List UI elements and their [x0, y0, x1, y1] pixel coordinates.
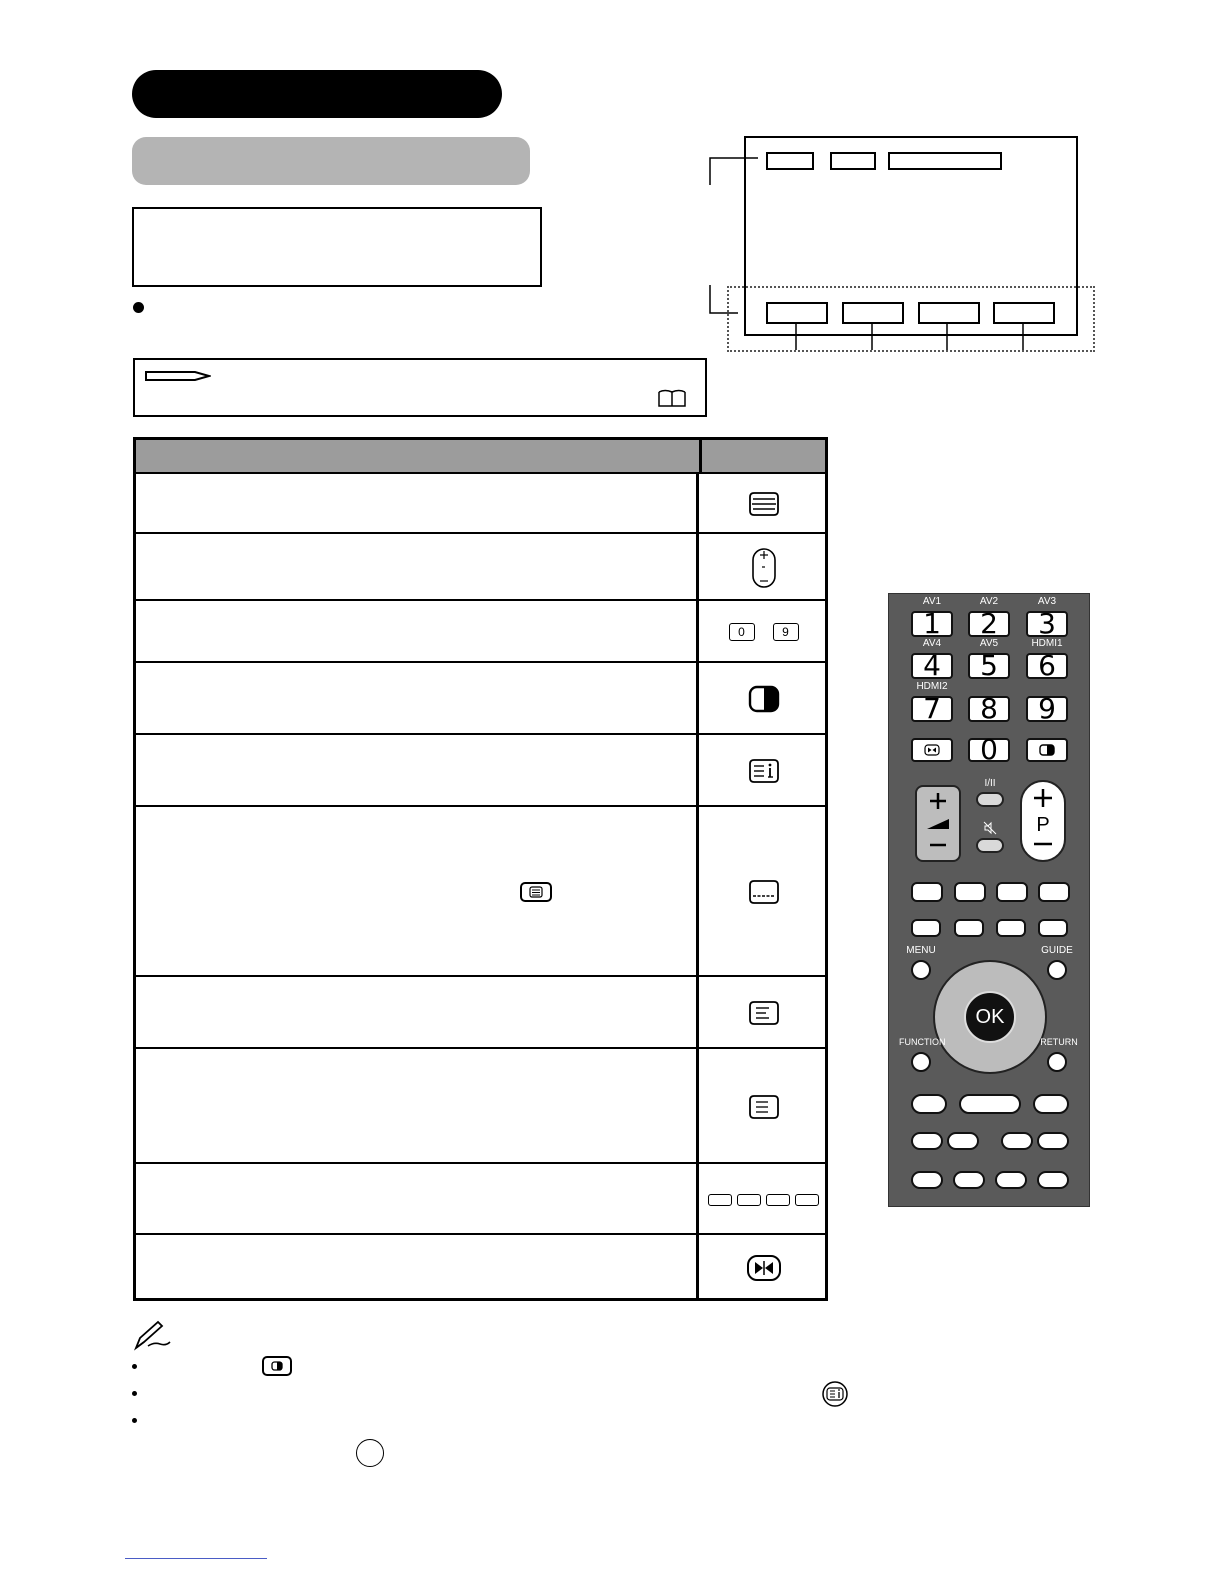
page-number-box	[766, 152, 814, 170]
teletext-icon	[747, 490, 781, 518]
remote-rewind-key[interactable]	[911, 1132, 943, 1150]
digit-key-label: AV3	[1037, 596, 1057, 607]
row-description	[136, 663, 699, 735]
row-key	[702, 663, 825, 735]
digit-label: 6	[1038, 649, 1056, 682]
row-key	[702, 1164, 825, 1235]
digit-key-label: AV2	[979, 596, 999, 607]
pen-note-icon	[132, 1320, 172, 1352]
remote-forward-key[interactable]	[947, 1132, 979, 1150]
section-title-bar	[132, 70, 502, 118]
table-row	[136, 472, 825, 534]
remote-aspect-key[interactable]	[995, 1171, 1027, 1189]
remote-subtitle-key[interactable]	[996, 919, 1026, 937]
digit-key-zero-icon: 0	[729, 623, 755, 641]
fastext-dotted-region	[727, 286, 1095, 352]
remote-audio-key[interactable]	[976, 792, 1004, 807]
remote-digit-1[interactable]	[911, 607, 953, 640]
return-label: RETURN	[1040, 1037, 1078, 1047]
remote-mix-key[interactable]	[1026, 738, 1068, 762]
menu-label: MENU	[906, 945, 936, 956]
digit-key-label: AV5	[979, 638, 999, 649]
remote-green-key[interactable]	[954, 882, 986, 902]
remote-previous-key[interactable]	[1001, 1132, 1033, 1150]
subpage-box	[830, 152, 876, 170]
remote-camera-key[interactable]	[1037, 1171, 1069, 1189]
intro-box	[132, 207, 542, 287]
row-description	[136, 601, 699, 663]
table-row	[136, 532, 825, 601]
row-description	[136, 977, 699, 1049]
table-header-divider	[699, 440, 702, 472]
remote-record-key[interactable]	[911, 1171, 943, 1189]
remote-reveal-key[interactable]	[1038, 919, 1068, 937]
remote-menu-key[interactable]	[911, 960, 931, 980]
row-key	[702, 977, 825, 1049]
circle-reference-icon	[356, 1439, 384, 1467]
remote-digit-2[interactable]	[968, 607, 1010, 640]
reveal-icon	[747, 1093, 781, 1121]
function-label: FUNCTION	[899, 1037, 946, 1047]
green-key-icon	[737, 1194, 761, 1206]
remote-digit-9[interactable]	[1026, 692, 1068, 725]
row-key	[702, 735, 825, 807]
row-key	[702, 601, 825, 663]
remote-red-key[interactable]	[911, 882, 943, 902]
remote-pause-key[interactable]	[911, 1094, 947, 1114]
row-description	[136, 534, 699, 601]
remote-function-key[interactable]	[911, 1052, 931, 1072]
index-inline-icon	[822, 1381, 848, 1407]
remote-digit-7[interactable]	[911, 692, 953, 725]
table-header	[136, 440, 825, 474]
row-description	[136, 1235, 699, 1300]
remote-digit-3[interactable]	[1026, 607, 1068, 640]
row-description	[136, 1049, 699, 1164]
remote-play-key[interactable]	[959, 1094, 1021, 1114]
volume-rocker[interactable]	[915, 785, 961, 862]
remote-yellow-key[interactable]	[996, 882, 1028, 902]
subtitle-icon	[747, 878, 781, 906]
remote-next-key[interactable]	[1037, 1132, 1069, 1150]
note-bullet	[132, 1364, 137, 1369]
row-description	[136, 807, 699, 977]
digit-key-label: AV4	[922, 638, 942, 649]
hold-icon	[747, 999, 781, 1027]
remote-control	[888, 593, 1090, 1207]
digit-label: 4	[923, 649, 941, 682]
remote-digit-5[interactable]	[968, 649, 1010, 682]
table-row	[136, 599, 825, 663]
digit-label: 7	[923, 692, 941, 725]
table-row	[136, 975, 825, 1049]
row-key	[702, 534, 825, 601]
footer-rule	[125, 1558, 267, 1559]
remote-digit-6[interactable]	[1026, 649, 1068, 682]
remote-digit-0[interactable]	[968, 733, 1010, 766]
digit-label: 0	[980, 733, 998, 766]
blue-key-icon	[795, 1194, 819, 1206]
digit-label: 9	[1038, 692, 1056, 725]
digit-label: 2	[980, 607, 998, 640]
table-row	[136, 733, 825, 807]
remote-guide-key[interactable]	[1047, 960, 1067, 980]
row-key	[702, 1235, 825, 1300]
volume-icon	[917, 787, 959, 860]
size-icon	[924, 744, 940, 756]
teletext-function-table	[133, 437, 828, 1301]
subsection-title-bar	[132, 137, 530, 185]
index-icon	[747, 757, 781, 785]
teletext-inline-icon	[520, 882, 552, 902]
row-description	[136, 1164, 699, 1235]
book-icon	[657, 388, 687, 408]
table-row	[136, 1233, 825, 1300]
remote-digit-4[interactable]	[911, 649, 953, 682]
program-key-letter: P	[1036, 814, 1050, 836]
program-up-down-icon	[750, 547, 778, 589]
row-key	[702, 1049, 825, 1164]
note-arrow-icon	[145, 368, 211, 384]
row-description	[136, 474, 699, 534]
guide-label: GUIDE	[1041, 945, 1073, 956]
size-icon	[746, 1254, 782, 1282]
mix-icon	[1039, 744, 1055, 756]
remote-teletext-key[interactable]	[911, 919, 941, 937]
mix-inline-icon	[262, 1356, 292, 1376]
table-row	[136, 805, 825, 977]
header-info-box	[888, 152, 1002, 170]
table-row	[136, 661, 825, 735]
mix-icon	[747, 684, 781, 714]
audio-key-label: I/II	[984, 778, 996, 789]
remote-blue-key[interactable]	[1038, 882, 1070, 902]
note-bullet	[132, 1391, 137, 1396]
remote-stop-key[interactable]	[1033, 1094, 1069, 1114]
digit-label: 8	[980, 692, 998, 725]
navigation-ring[interactable]	[933, 960, 1047, 1074]
row-key	[702, 807, 825, 977]
note-bullet	[132, 1418, 137, 1423]
remote-return-key[interactable]	[1047, 1052, 1067, 1072]
bullet-point	[133, 302, 144, 313]
digit-key-label: HDMI1	[1031, 638, 1063, 649]
digit-key-label: AV1	[922, 596, 942, 607]
remote-mute-key[interactable]	[976, 838, 1004, 853]
digit-label: 3	[1038, 607, 1056, 640]
digit-label: 1	[923, 607, 941, 640]
remote-digit-8[interactable]	[968, 692, 1010, 725]
red-key-icon	[708, 1194, 732, 1206]
remote-size-key[interactable]	[911, 738, 953, 762]
remote-mic-key[interactable]	[953, 1171, 985, 1189]
digit-label: 5	[980, 649, 998, 682]
table-row	[136, 1162, 825, 1235]
remote-exit-key[interactable]	[954, 919, 984, 937]
row-description	[136, 735, 699, 807]
mute-icon	[983, 821, 997, 835]
yellow-key-icon	[766, 1194, 790, 1206]
digit-key-nine-icon: 9	[773, 623, 799, 641]
note-box	[133, 358, 707, 417]
row-key	[702, 474, 825, 534]
digit-key-label: HDMI2	[916, 681, 948, 692]
table-row	[136, 1047, 825, 1164]
ok-button[interactable]: OK	[964, 991, 1016, 1043]
